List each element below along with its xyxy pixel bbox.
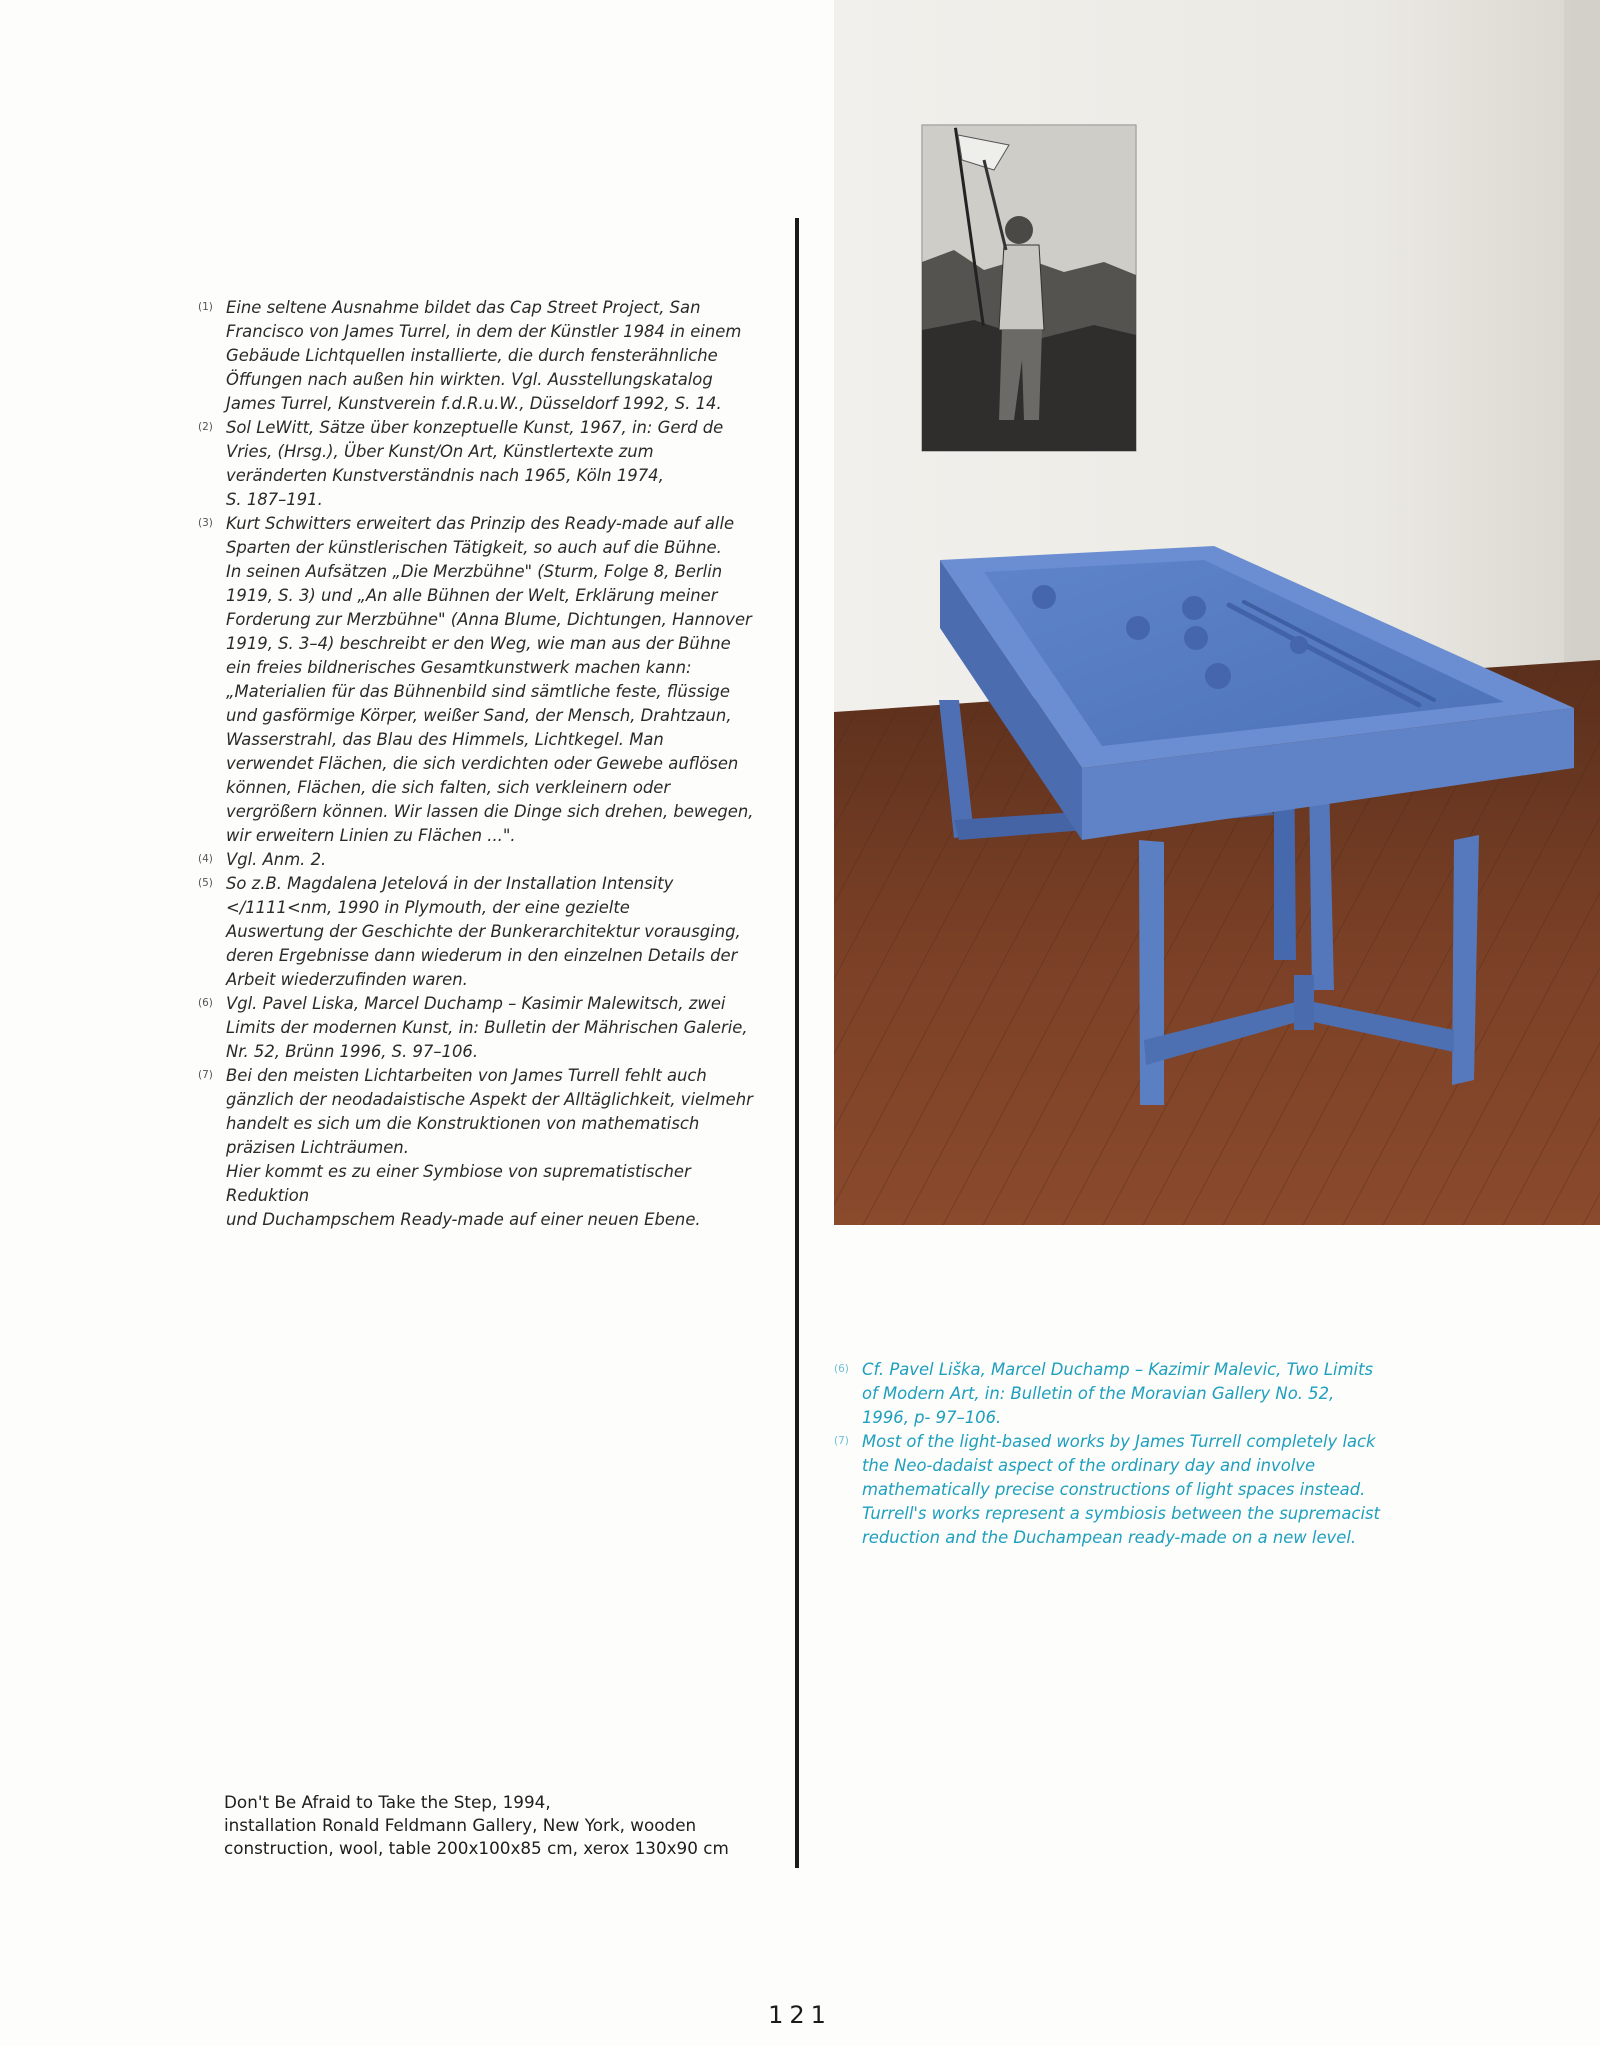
footnote-number: (2) bbox=[198, 421, 213, 433]
footnote-number: (3) bbox=[198, 517, 213, 529]
column-divider bbox=[795, 218, 799, 1868]
footnote-number: (6) bbox=[198, 997, 213, 1009]
footnote-3 bbox=[198, 512, 778, 848]
footnote-text: Bei den meisten Lichtarbeiten von James Turrell fehlt auch gänzlich der neodadaistische Aspekt der Alltäglichkeit, vielmehr handelt es sich um die Konstruktionen von mathematisch präzisen Lichträumen. Hier kommt es zu einer Symbiose von suprematistischer Reduktion und Duchampschem Ready-made auf einer neuen Ebene. bbox=[226, 1066, 753, 1229]
installation-photo bbox=[834, 0, 1600, 1225]
footnote-text: Vgl. Pavel Liska, Marcel Duchamp – Kasimir Malewitsch, zwei Limits der modernen Kunst, in: Bulletin der Mährischen Galerie, Nr. 52, Brünn 1996, S. 97–106. bbox=[226, 994, 748, 1061]
footnote-6 bbox=[198, 992, 778, 1064]
footnote-2 bbox=[198, 416, 778, 512]
photo-caption: Don't Be Afraid to Take the Step, 1994, installation Ronald Feldmann Gallery, New York, wooden construction, wool, table 200x100x85 cm, xerox 130x90 cm bbox=[224, 1792, 729, 1858]
footnote-en-7 bbox=[834, 1430, 1424, 1550]
footnote-5 bbox=[198, 872, 778, 992]
footnotes-english bbox=[834, 1358, 1424, 1550]
footnote-1 bbox=[198, 296, 778, 416]
footnote-number: (4) bbox=[198, 853, 213, 865]
footnote-number: (6) bbox=[834, 1363, 849, 1375]
footnote-en-6 bbox=[834, 1358, 1424, 1430]
footnote-4 bbox=[198, 848, 778, 872]
footnote-text: Vgl. Anm. 2. bbox=[226, 850, 327, 869]
footnote-text: Sol LeWitt, Sätze über konzeptuelle Kunst, 1967, in: Gerd de Vries, (Hrsg.), Über Kunst/On Art, Künstlertexte zum veränderten Kunstverständnis nach 1965, Köln 1974, S. 187–191. bbox=[226, 418, 724, 509]
footnote-text: Most of the light-based works by James Turrell completely lack the Neo-dadaist aspect of the ordinary day and involve mathematically precise constructions of light spaces instead. Turrell's works represent a symbiosis between the supremacist reduction and the Duchampean ready-made on a new level. bbox=[862, 1432, 1380, 1547]
xerox-print bbox=[922, 125, 1136, 451]
footnote-number: (1) bbox=[198, 301, 213, 313]
footnote-text: So z.B. Magdalena Jetelová in der Installation Intensity </1111<nm, 1990 in Plymouth, der eine gezielte Auswertung der Geschichte der Bunkerarchitektur vorausging, deren Ergebnisse dann wiederum in den einzelnen Details der Arbeit wiederzufinden waren. bbox=[226, 874, 741, 989]
footnotes-german bbox=[198, 296, 778, 1232]
footnote-text: Eine seltene Ausnahme bildet das Cap Street Project, San Francisco von James Turrel, in dem der Künstler 1984 in einem Gebäude Lichtquellen installierte, die durch fensterähnliche Öffungen nach außen hin wirkten. Vgl. Ausstellungskatalog James Turrel, Kunstverein f.d.R.u.W., Düsseldorf 1992, S. 14. bbox=[226, 298, 742, 413]
footnote-text: Kurt Schwitters erweitert das Prinzip des Ready-made auf alle Sparten der künstlerischen Tätigkeit, so auch auf die Bühne. In seinen Aufsätzen „Die Merzbühne" (Sturm, Folge 8, Berlin 1919, S. 3) und „An alle Bühnen der Welt, Erklärung meiner Forderung zur Merzbühne" (Anna Blume, Dichtungen, Hannover 1919, S. 3–4) beschreibt er den Weg, wie man aus der Bühne ein freies bildnerisches Gesamtkunstwerk machen kann: „Materialien für das Bühnenbild sind sämtliche feste, flüssige und gasförmige Körper, weißer Sand, der Mensch, Drahtzaun, Wasserstrahl, das Blau des Himmels, Lichtkegel. Man verwendet Flächen, die sich verdichten oder Gewebe auflösen können, Flächen, die sich falten, sich verkleinern oder vergrößern können. Wir lassen die Dinge sich drehen, bewegen, wir erweitern Linien zu Flächen ...". bbox=[226, 514, 754, 845]
footnote-number: (7) bbox=[834, 1435, 849, 1447]
page-number: 121 bbox=[768, 2001, 832, 2029]
footnote-number: (7) bbox=[198, 1069, 213, 1081]
footnote-7 bbox=[198, 1064, 778, 1232]
footnote-number: (5) bbox=[198, 877, 213, 889]
footnote-text: Cf. Pavel Liška, Marcel Duchamp – Kazimir Malevic, Two Limits of Modern Art, in: Bulletin of the Moravian Gallery No. 52, 1996, p- 97–106. bbox=[862, 1360, 1374, 1427]
